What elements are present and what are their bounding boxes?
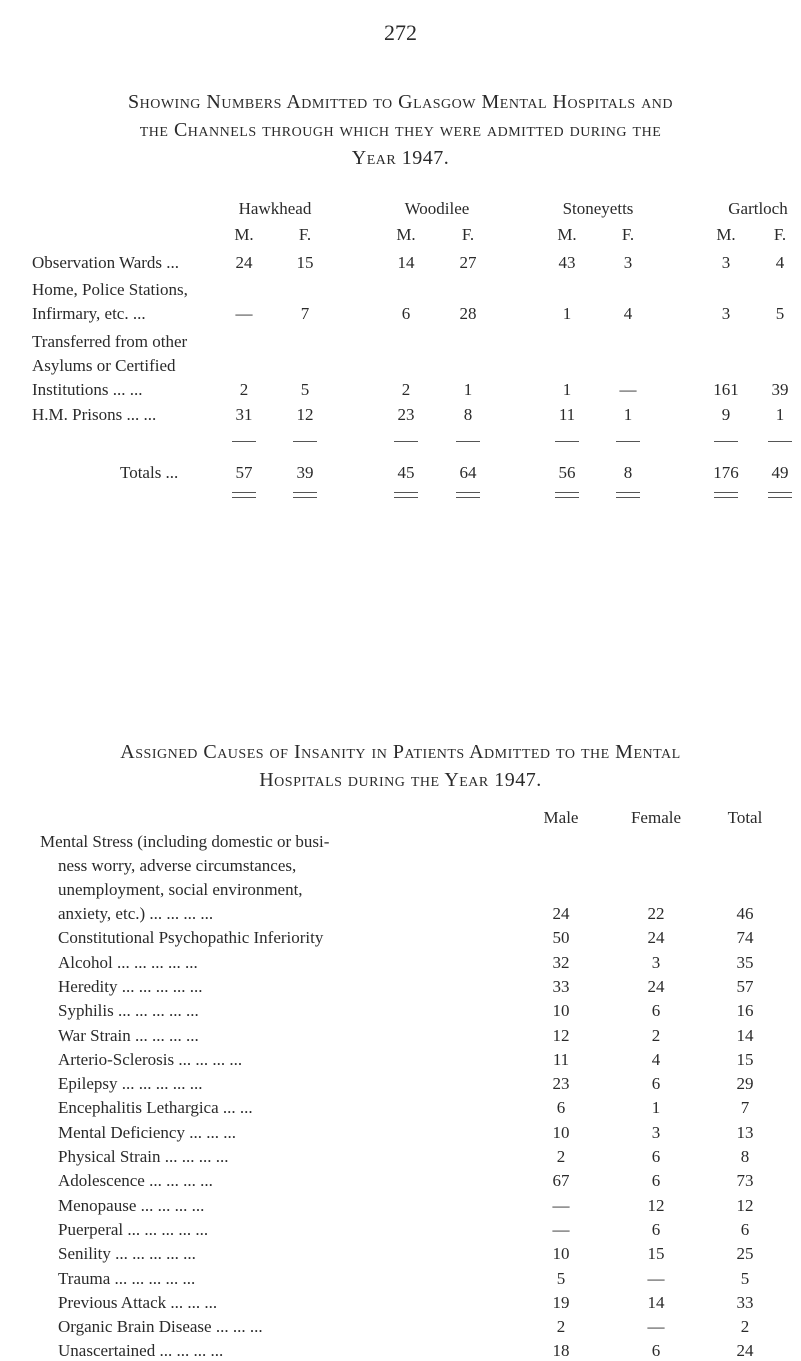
sum-rule [768, 441, 792, 442]
table-cell: 14 [647, 1292, 665, 1312]
table-cell: 13 [736, 1122, 754, 1142]
sex-header: F. [621, 225, 635, 244]
sex-header: F. [773, 225, 787, 244]
table2-title-line: Hospitals during the Year 1947. [259, 769, 542, 791]
table-cell: 5 [300, 380, 310, 399]
table1-title [0, 88, 801, 172]
totals-cell: 49 [771, 463, 789, 482]
row-label: Institutions ... ... [32, 380, 143, 399]
cause-label: Puerperal ... ... ... ... ... [58, 1219, 209, 1239]
cause-label: Mental Deficiency ... ... ... [58, 1122, 236, 1142]
totals-cell: 56 [558, 463, 576, 482]
table-cell: 31 [235, 405, 253, 424]
totals-label: Totals ... [120, 463, 179, 482]
table-cell: 33 [552, 976, 570, 996]
cause-label: Syphilis ... ... ... ... ... [58, 1001, 199, 1021]
row-label: H.M. Prisons ... ... [32, 405, 157, 424]
table-cell: 3 [721, 253, 731, 272]
table2-title [0, 738, 801, 794]
table-cell: 12 [296, 405, 314, 424]
cause-label: Heredity ... ... ... ... ... [58, 976, 203, 996]
table-cell: 1 [623, 405, 633, 424]
table-cell: 11 [558, 405, 576, 424]
cause-label: unemployment, social environment, [58, 880, 303, 899]
total-double-rule [555, 492, 579, 498]
table-cell: 43 [558, 253, 576, 272]
table-cell: 24 [647, 976, 665, 996]
table-cell: — [235, 304, 253, 323]
cause-label: anxiety, etc.) ... ... ... ... [58, 904, 214, 923]
table-cell: 6 [651, 1341, 661, 1361]
table-cell: 1 [562, 304, 572, 323]
sex-header: M. [557, 225, 577, 244]
table-cell: 57 [736, 976, 754, 996]
table-cell: 5 [775, 304, 785, 323]
totals-cell: 57 [235, 463, 253, 482]
row-label: Transferred from other [32, 332, 188, 351]
table-cell: 4 [651, 1049, 661, 1069]
table-cell: 3 [651, 1122, 661, 1142]
table-cell: 6 [651, 1147, 661, 1166]
totals-cell: 45 [397, 463, 415, 482]
table-cell: 25 [736, 1244, 754, 1264]
table-cell: 3 [623, 253, 633, 272]
table-cell: 8 [740, 1147, 750, 1166]
table-cell: 23 [397, 405, 415, 424]
sum-rule [456, 441, 480, 442]
table1-title-line: Year 1947. [351, 147, 450, 169]
table-cell: 73 [736, 1171, 754, 1191]
table-cell: 3 [651, 952, 661, 972]
table-cell: 39 [771, 380, 789, 399]
table1-title-line: the Channels through which they were admitted during the [139, 119, 662, 141]
total-double-rule [232, 492, 256, 498]
table-cell: 8 [463, 405, 473, 424]
table-cell: 4 [775, 253, 785, 272]
cause-label: Trauma ... ... ... ... ... [58, 1268, 196, 1288]
table-cell: 19 [552, 1292, 570, 1312]
sum-rule [394, 441, 418, 442]
table-cell: 2 [556, 1317, 566, 1337]
sex-header: M. [234, 225, 254, 244]
cause-label: Epilepsy ... ... ... ... ... [58, 1074, 203, 1094]
table-cell: 24 [235, 253, 253, 272]
table-cell: 1 [651, 1098, 661, 1118]
cause-label: Organic Brain Disease ... ... ... [58, 1317, 263, 1337]
row-label: Home, Police Stations, [32, 280, 188, 299]
table-cell: — [647, 1268, 665, 1288]
hospital-header: Woodilee [404, 199, 470, 218]
sex-header: F. [298, 225, 312, 244]
sum-rule [555, 441, 579, 442]
table-cell: 16 [736, 1001, 754, 1021]
table-cell: 15 [647, 1244, 665, 1264]
table-cell: 5 [740, 1268, 750, 1288]
cause-label: War Strain ... ... ... ... [58, 1025, 199, 1045]
table-cell: 1 [463, 380, 473, 399]
table-cell: 15 [296, 253, 314, 272]
table-cell: — [552, 1219, 570, 1239]
table-cell: 10 [552, 1244, 570, 1264]
hospital-header: Stoneyetts [562, 199, 634, 218]
table-cell: 2 [239, 380, 249, 399]
table-cell: 33 [736, 1292, 754, 1312]
table-cell: 67 [552, 1171, 570, 1191]
total-double-rule [293, 492, 317, 498]
table-cell: 4 [623, 304, 633, 323]
totals-cell: 8 [623, 463, 633, 482]
total-double-rule [394, 492, 418, 498]
table-cell: 2 [651, 1025, 661, 1045]
cause-label: Arterio-Sclerosis ... ... ... ... [58, 1049, 243, 1069]
column-header: Female [630, 808, 682, 827]
total-double-rule [768, 492, 792, 498]
table-cell: 6 [651, 1001, 661, 1021]
table-cell: 1 [562, 380, 572, 399]
table-cell: 2 [740, 1317, 750, 1337]
table-cell: — [552, 1195, 570, 1215]
table-cell: 15 [736, 1049, 754, 1069]
sum-rule [616, 441, 640, 442]
table-cell: 10 [552, 1122, 570, 1142]
column-header: Male [543, 808, 579, 827]
table-cell: 6 [740, 1219, 750, 1239]
table-cell: 2 [556, 1147, 566, 1166]
table2-title-line: Assigned Causes of Insanity in Patients Admitted to the Mental [120, 741, 681, 763]
table-cell: 9 [721, 405, 731, 424]
column-header: Total [727, 808, 763, 827]
table-cell: 28 [459, 304, 477, 323]
total-double-rule [616, 492, 640, 498]
total-double-rule [714, 492, 738, 498]
table-cell: 11 [552, 1049, 570, 1069]
table-cell: — [619, 380, 637, 399]
page-number: 272 [384, 20, 417, 45]
total-double-rule [456, 492, 480, 498]
sex-header: M. [396, 225, 416, 244]
table-cell: 24 [736, 1341, 754, 1361]
totals-cell: 176 [713, 463, 739, 482]
cause-label: Senility ... ... ... ... ... [58, 1244, 196, 1264]
table-cell: 23 [552, 1074, 570, 1094]
table-cell: 24 [552, 904, 570, 923]
table-cell: 46 [736, 904, 754, 923]
cause-label: Encephalitis Lethargica ... ... [58, 1098, 253, 1118]
cause-label: Adolescence ... ... ... ... [58, 1171, 213, 1191]
cause-label: Previous Attack ... ... ... [58, 1292, 218, 1312]
cause-label: Alcohol ... ... ... ... ... [58, 952, 198, 972]
sum-rule [293, 441, 317, 442]
table-cell: 12 [736, 1195, 754, 1215]
table-cell: 12 [552, 1025, 570, 1045]
table-cell: 50 [552, 928, 570, 948]
table1-title-line: Showing Numbers Admitted to Glasgow Mental Hospitals and [127, 91, 674, 113]
table-cell: 7 [300, 304, 310, 323]
table-cell: 29 [736, 1074, 754, 1094]
cause-label: Unascertained ... ... ... ... [58, 1341, 224, 1361]
table-cell: 27 [459, 253, 477, 272]
table-cell: 6 [651, 1074, 661, 1094]
table-cell: 24 [647, 928, 665, 948]
table-cell: 6 [651, 1219, 661, 1239]
table-cell: 22 [647, 904, 665, 923]
sex-header: M. [716, 225, 736, 244]
totals-cell: 39 [296, 463, 314, 482]
row-label: Asylums or Certified [32, 356, 176, 375]
table-cell: 32 [552, 952, 570, 972]
table-cell: 7 [740, 1098, 750, 1118]
table-cell: 35 [736, 952, 754, 972]
row-label: Observation Wards ... [32, 253, 180, 272]
cause-label: ness worry, adverse circumstances, [58, 856, 297, 875]
sum-rule [714, 441, 738, 442]
table-cell: — [647, 1317, 665, 1337]
table-cell: 3 [721, 304, 731, 323]
table-cell: 10 [552, 1001, 570, 1021]
table-cell: 5 [556, 1268, 566, 1288]
cause-label: Menopause ... ... ... ... [58, 1195, 205, 1215]
table-cell: 6 [401, 304, 411, 323]
sex-header: F. [461, 225, 475, 244]
sum-rule [232, 441, 256, 442]
table-cell: 6 [556, 1098, 566, 1118]
cause-label: Physical Strain ... ... ... ... [58, 1147, 229, 1166]
table-cell: 12 [647, 1195, 665, 1215]
totals-cell: 64 [459, 463, 477, 482]
table-cell: 1 [775, 405, 785, 424]
hospital-header: Gartloch [728, 199, 788, 218]
hospital-header: Hawkhead [238, 199, 312, 218]
row-label: Infirmary, etc. ... [32, 304, 146, 323]
table-cell: 18 [552, 1341, 570, 1361]
table-cell: 74 [736, 928, 754, 948]
table-cell: 6 [651, 1171, 661, 1191]
table-cell: 14 [397, 253, 415, 272]
cause-label: Constitutional Psychopathic Inferiority [58, 928, 324, 948]
table-cell: 161 [713, 380, 739, 399]
cause-label: Mental Stress (including domestic or busi- [40, 832, 330, 851]
table-cell: 14 [736, 1025, 754, 1045]
table-cell: 2 [401, 380, 411, 399]
